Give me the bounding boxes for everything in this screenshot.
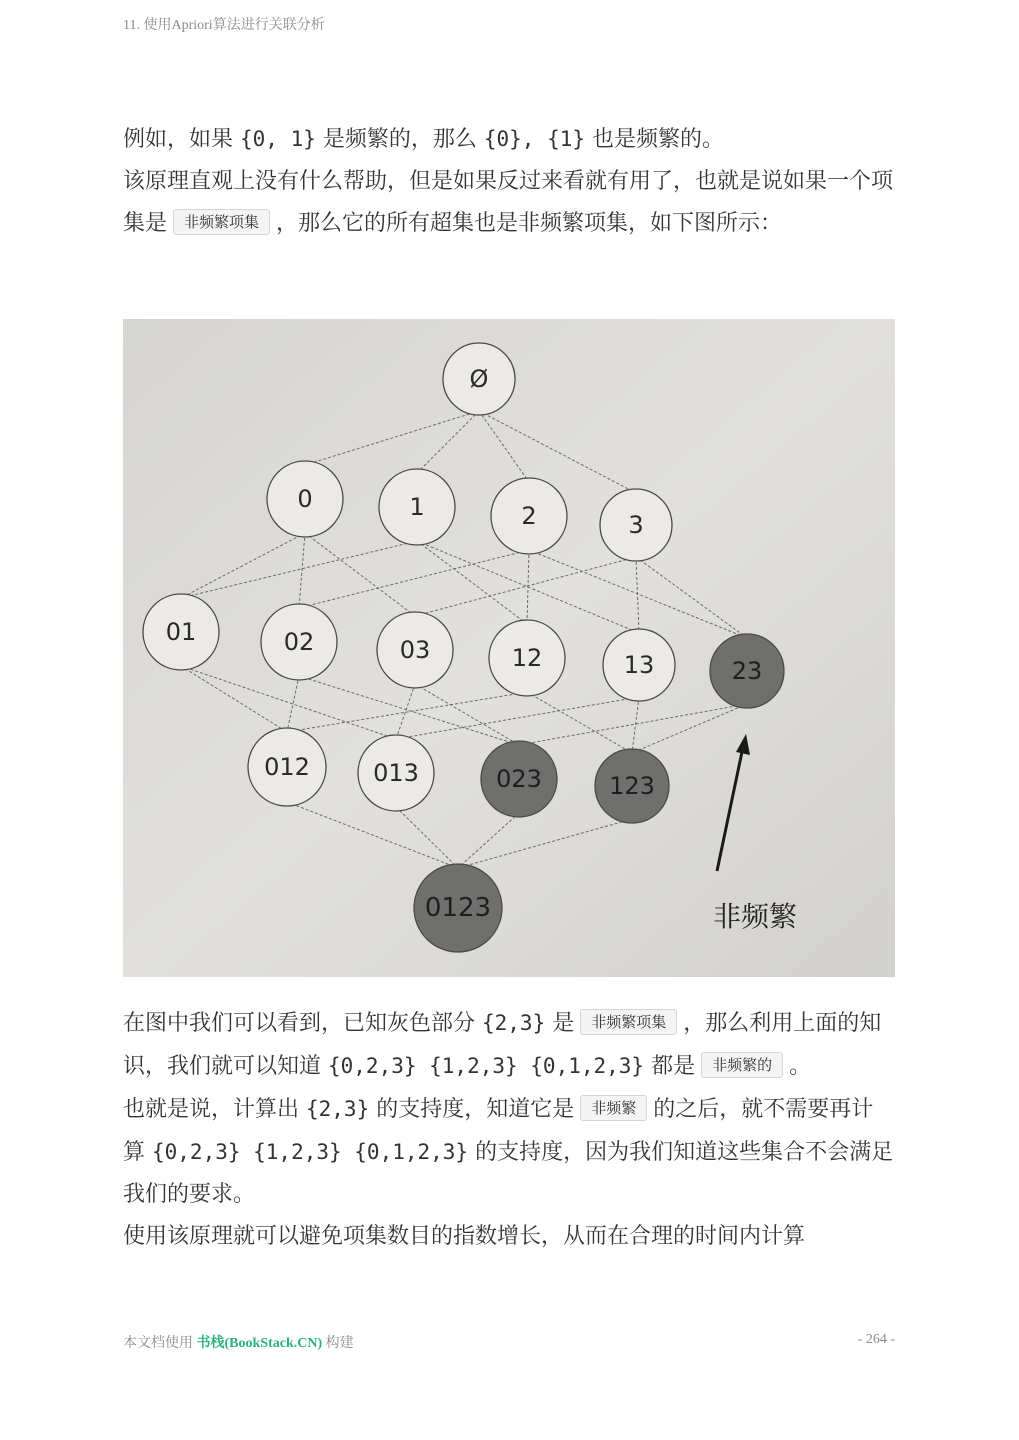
node-label: 12 bbox=[511, 644, 543, 672]
body-text: 的支持度，知道它是 bbox=[369, 1097, 575, 1122]
intro-paragraph-1 bbox=[123, 118, 895, 161]
node-label: 0 bbox=[297, 485, 313, 513]
term-tag: 非频繁项集 bbox=[173, 209, 270, 235]
node-label: 2 bbox=[521, 502, 537, 530]
inline-code: {2,3} bbox=[306, 1097, 370, 1121]
node-label: 0123 bbox=[424, 893, 492, 923]
intro-section bbox=[123, 118, 895, 245]
body-text: 也就是说，计算出 bbox=[123, 1097, 306, 1122]
itemset-node bbox=[248, 728, 326, 806]
body-text: 在图中我们可以看到，已知灰色部分 bbox=[123, 1011, 482, 1036]
node-label: 02 bbox=[283, 628, 315, 656]
node-label: 03 bbox=[399, 636, 431, 664]
itemset-node bbox=[489, 620, 565, 696]
explanation-paragraph-3: 使用该原理就可以避免项集数目的指数增长，从而在合理的时间内计算 bbox=[123, 1224, 806, 1249]
explanation-section bbox=[123, 1002, 895, 1258]
itemset-node bbox=[414, 864, 502, 952]
itemset-lattice-figure bbox=[123, 319, 895, 977]
itemset-node bbox=[358, 735, 434, 811]
itemset-node bbox=[267, 461, 343, 537]
node-label: 023 bbox=[496, 765, 542, 793]
itemset-node bbox=[600, 489, 672, 561]
inline-code: {0, 1} bbox=[240, 127, 316, 151]
itemset-node bbox=[481, 741, 557, 817]
itemset-node bbox=[603, 629, 675, 701]
inline-code: {0}, {1} bbox=[483, 127, 586, 151]
node-label: Ø bbox=[469, 365, 489, 393]
footer-credit bbox=[123, 1332, 354, 1352]
chapter-header: 11. 使用Apriori算法进行关联分析 bbox=[123, 18, 325, 33]
inline-code: {0,2,3} {1,2,3} {0,1,2,3} bbox=[328, 1054, 645, 1078]
itemset-node bbox=[443, 343, 515, 415]
node-label: 23 bbox=[731, 657, 763, 685]
node-label: 013 bbox=[373, 759, 419, 787]
itemset-node bbox=[491, 478, 567, 554]
node-label: 123 bbox=[609, 772, 655, 800]
body-text: 。 bbox=[789, 1054, 812, 1079]
itemset-node bbox=[595, 749, 669, 823]
intro-paragraph-2 bbox=[123, 161, 895, 245]
intro-text: 该原理直观上没有什么帮助，但是如果反过来看就有用了，也就是说如果一个项集是 bbox=[123, 169, 894, 236]
node-label: 1 bbox=[409, 493, 425, 521]
node-label: 012 bbox=[264, 753, 310, 781]
node-label: 13 bbox=[623, 651, 655, 679]
footer-text: 本文档使用 bbox=[123, 1336, 197, 1351]
inline-code: {0,2,3} {1,2,3} {0,1,2,3} bbox=[152, 1140, 469, 1164]
term-tag: 非频繁 bbox=[580, 1095, 647, 1121]
infrequent-label: 非频繁 bbox=[713, 900, 798, 933]
explanation-paragraph-1 bbox=[123, 1002, 895, 1088]
intro-text: 也是频繁的。 bbox=[585, 127, 725, 152]
intro-text: 例如，如果 bbox=[123, 127, 240, 152]
term-tag: 非频繁项集 bbox=[580, 1009, 677, 1035]
itemset-node bbox=[261, 604, 337, 680]
body-text: 的之后，就不需要再计算 bbox=[123, 1097, 874, 1165]
node-label: 01 bbox=[165, 618, 197, 646]
term-tag: 非频繁的 bbox=[701, 1052, 783, 1078]
itemset-node bbox=[377, 612, 453, 688]
footer-text: 构建 bbox=[322, 1336, 354, 1351]
itemset-node bbox=[379, 469, 455, 545]
page-number: - 264 - bbox=[857, 1332, 895, 1347]
body-text: 都是 bbox=[644, 1054, 696, 1079]
node-label: 3 bbox=[628, 511, 644, 539]
inline-code: {2,3} bbox=[482, 1011, 546, 1035]
itemset-node bbox=[143, 594, 219, 670]
bookstack-link[interactable]: 书栈(BookStack.CN) bbox=[196, 1336, 323, 1351]
intro-text: 是频繁的，那么 bbox=[315, 127, 484, 152]
body-text: 的支持度，因为我们知道这些集合不会满足我们的要求。 bbox=[123, 1140, 894, 1207]
body-text: 是 bbox=[545, 1011, 575, 1036]
intro-text: ，那么它的所有超集也是非频繁项集，如下图所示： bbox=[276, 211, 783, 236]
explanation-paragraph-2 bbox=[123, 1088, 895, 1216]
itemset-node bbox=[710, 634, 784, 708]
lattice-svg bbox=[123, 319, 895, 977]
body-text: ，那么利用上面的知识，我们就可以知道 bbox=[123, 1011, 882, 1079]
